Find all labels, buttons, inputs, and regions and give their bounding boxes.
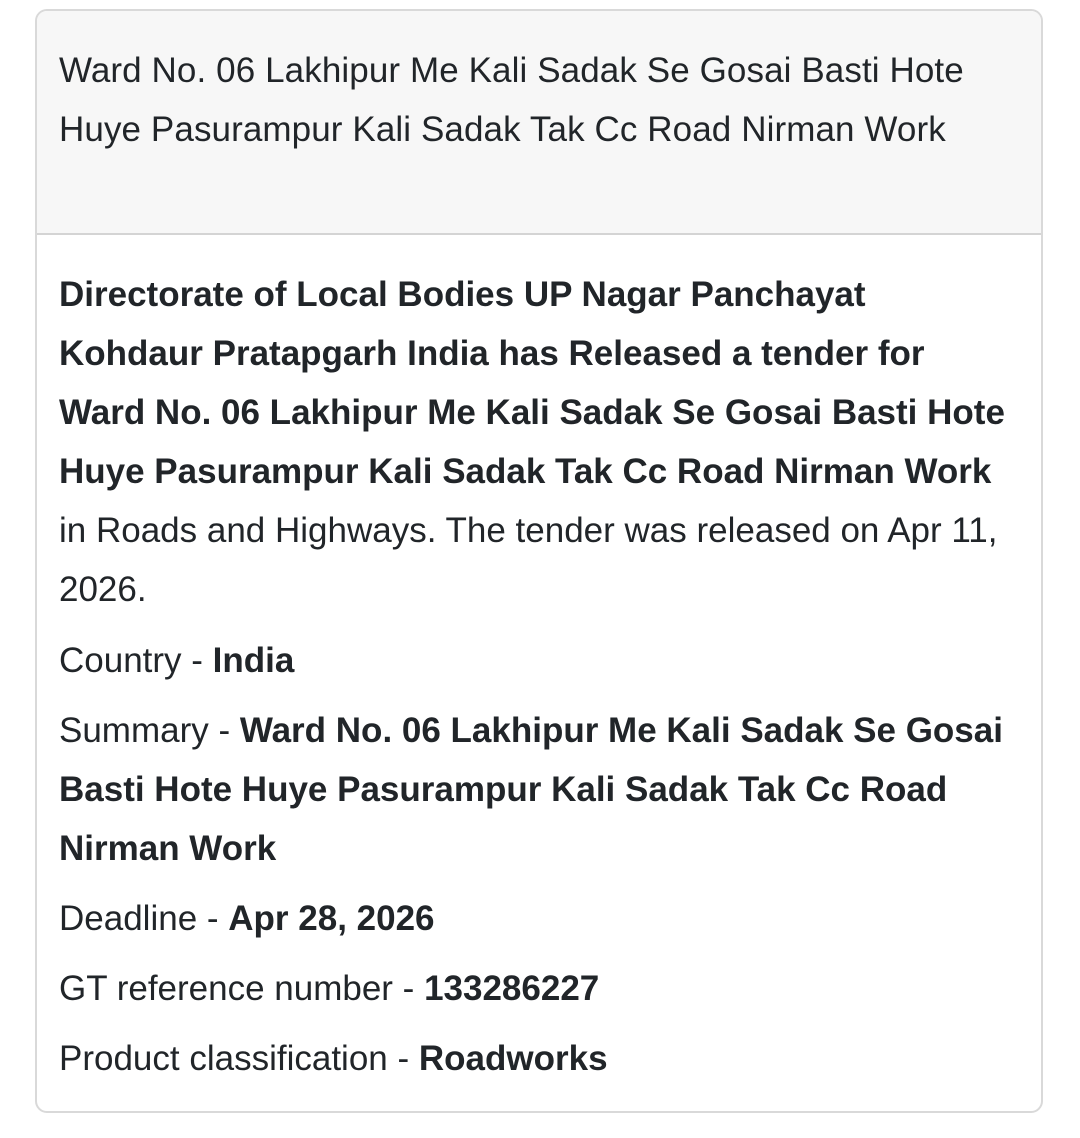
description-middle: in Roads and Highways. The tender was released on Apr 11, 2026. (59, 511, 998, 609)
field-product-classification (59, 1029, 1019, 1088)
field-deadline (59, 889, 1019, 948)
field-country-value: India (212, 641, 295, 680)
tender-title[interactable]: Ward No. 06 Lakhipur Me Kali Sadak Se Gosai Basti Hote Huye Pasurampur Kali Sadak Tak Cc Road Nirman Work (59, 51, 964, 149)
description-intro: Directorate of Local Bodies UP Nagar Panchayat Kohdaur Pratapgarh India has Released a tender for (59, 275, 925, 373)
field-product-classification-label: Product classification - (59, 1039, 419, 1078)
field-summary-value: Ward No. 06 Lakhipur Me Kali Sadak Se Gosai Basti Hote Huye Pasurampur Kali Sadak Tak Cc Road Nirman Work (59, 711, 1003, 868)
tender-card-header (37, 11, 1041, 235)
tender-card-body (37, 235, 1041, 1088)
field-summary (59, 701, 1019, 878)
field-gt-reference (59, 959, 1019, 1018)
field-gt-reference-value: 133286227 (424, 969, 600, 1008)
field-country-label: Country - (59, 641, 213, 680)
field-deadline-value: Apr 28, 2026 (228, 899, 435, 938)
field-deadline-label: Deadline - (59, 899, 229, 938)
tender-description (59, 265, 1019, 619)
description-title-bold: Ward No. 06 Lakhipur Me Kali Sadak Se Gosai Basti Hote Huye Pasurampur Kali Sadak Tak Cc Road Nirman Work (59, 393, 1005, 491)
field-product-classification-value: Roadworks (418, 1039, 608, 1078)
tender-card (35, 9, 1043, 1113)
field-gt-reference-label: GT reference number - (59, 969, 425, 1008)
field-summary-label: Summary - (59, 711, 240, 750)
field-country (59, 631, 1019, 690)
